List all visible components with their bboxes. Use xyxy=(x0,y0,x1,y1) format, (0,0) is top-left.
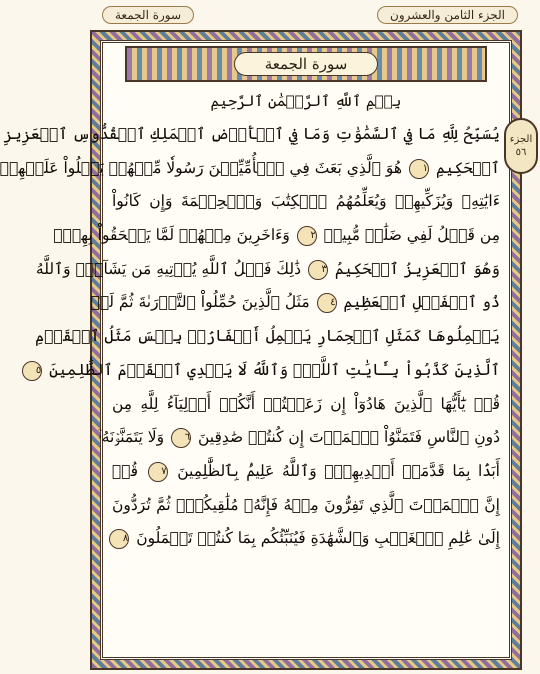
ayah-number-marker: ٧ xyxy=(148,462,168,482)
verse-text: دُونِ ٱلنَّاسِ فَتَمَنَّوُاْ ٱلۡمَوۡتَ إِن كُنتُمۡ صَٰدِقِينَ xyxy=(198,428,500,447)
verse-line xyxy=(35,354,500,388)
surah-title-banner xyxy=(125,46,487,82)
verse-lines xyxy=(0,118,500,556)
page-header xyxy=(80,0,540,30)
verse-line xyxy=(112,388,500,422)
verse-line xyxy=(35,320,500,354)
verse-text: وَلَا يَتَمَنَّوۡنَهُۥٓ xyxy=(97,428,165,447)
verse-text: يُسَبِّحُ لِلَّهِ مَا فِي ٱلسَّمَٰوَٰتِ وَمَا فِي ٱلۡأَرۡضِ ٱلۡمَلِكِ ٱلۡقُدُّوسِ ٱلۡعَزِيزِ xyxy=(3,125,500,143)
verse-text: إِنَّ ٱلۡمَوۡتَ ٱلَّذِي تَفِرُّونَ مِنۡهُ فَإِنَّهُۥ مُلَٰقِيكُمۡۖ ثُمَّ تُرَدُّونَ xyxy=(112,495,500,514)
ayah-number-marker: ٦ xyxy=(171,428,191,448)
verse-text: قُلۡ يَٰٓأَيُّهَا ٱلَّذِينَ هَادُوٓاْ إِن زَعَمۡتُمۡ أَنَّكُمۡ أَوۡلِيَآءُ لِلَّهِ مِن xyxy=(112,394,500,413)
ayah-number-marker: ١ xyxy=(409,159,429,179)
verse-line xyxy=(90,286,500,320)
verse-line xyxy=(0,152,500,186)
surah-title: سورة الجمعة xyxy=(234,52,379,76)
verse-text: يَحۡمِلُوهَا كَمَثَلِ ٱلۡحِمَارِ يَحۡمِلُ أَسۡفَارَۢاۚ بِئۡسَ مَثَلُ ٱلۡقَوۡمِ xyxy=(35,327,500,346)
verse-text: ءَايَٰتِهِۦ وَيُزَكِّيهِمۡ وَيُعَلِّمُهُمُ ٱلۡكِتَٰبَ وَٱلۡحِكۡمَةَ وَإِن كَانُواْ xyxy=(112,192,500,211)
basmala: بِسۡمِ ٱللَّهِ ٱلرَّحۡمَٰنِ ٱلرَّحِيمِ xyxy=(210,92,402,110)
verse-text: مِن قَبۡلُ لَفِي ضَلَٰلٖ مُّبِينٖ xyxy=(323,226,500,245)
ayah-number-marker: ٥ xyxy=(22,361,42,381)
verse-line xyxy=(112,489,500,523)
verse-line xyxy=(53,219,500,253)
ayah-number-marker: ٨ xyxy=(109,529,129,549)
verse-line xyxy=(112,522,500,556)
ayah-number-marker: ٤ xyxy=(317,293,337,313)
ayah-number-marker: ٣ xyxy=(308,260,328,280)
verse-text: وَهُوَ ٱلۡعَزِيزُ ٱلۡحَكِيمُ xyxy=(334,259,500,278)
juz-title: الجزء الثامن والعشرون xyxy=(377,6,518,24)
verse-text: هُوَ ٱلَّذِي بَعَثَ فِي ٱلۡأُمِّيِّـۧنَ رَسُولٗا مِّنۡهُمۡ يَتۡلُواْ عَلَيۡهِمۡ xyxy=(0,158,403,177)
verse-text: مَثَلُ ٱلَّذِينَ حُمِّلُواْ ٱلتَّوۡرَىٰةَ ثُمَّ لَمۡ xyxy=(90,293,310,312)
verse-text: ذُو ٱلۡفَضۡلِ ٱلۡعَظِيمِ xyxy=(343,293,500,312)
juz-marker-number: ٥٦ xyxy=(515,147,527,158)
verse-line xyxy=(112,185,500,219)
verse-line xyxy=(97,421,500,455)
ayah-number-marker: ٢ xyxy=(297,226,317,246)
verse-text: قُلۡ xyxy=(112,461,139,480)
verse-text: وَءَاخَرِينَ مِنۡهُمۡ لَمَّا يَلۡحَقُواْ بِهِمۡۚ xyxy=(53,226,290,245)
verse-line xyxy=(3,118,500,152)
verse-line xyxy=(35,253,500,287)
verse-text: ذَٰلِكَ فَضۡلُ ٱللَّهِ يُؤۡتِيهِ مَن يَشَآءُۚ وَٱللَّهُ xyxy=(35,259,301,278)
surah-name-header: سورة الجمعة xyxy=(102,6,194,24)
verse-line xyxy=(112,455,500,489)
juz-marker-label: الجزء xyxy=(509,134,533,145)
verse-text: أَبَدَۢا بِمَا قَدَّمَتۡ أَيۡدِيهِمۡۚ وَٱللَّهُ عَلِيمُۢ بِٱلظَّٰلِمِينَ xyxy=(177,461,500,480)
juz-marker xyxy=(504,118,538,174)
verse-text: ٱلۡحَكِيمِ xyxy=(435,158,500,177)
verse-text: إِلَىٰ عَٰلِمِ ٱلۡغَيۡبِ وَٱلشَّهَٰدَةِ فَيُنَبِّئُكُم بِمَا كُنتُمۡ تَعۡمَلُونَ xyxy=(136,529,500,548)
verse-text: ٱلَّذِينَ كَذَّبُواْ بِـَٔايَٰتِ ٱللَّهِۚ وَٱللَّهُ لَا يَهۡدِي ٱلۡقَوۡمَ ٱلظَّٰلِمِينَ xyxy=(49,360,500,379)
